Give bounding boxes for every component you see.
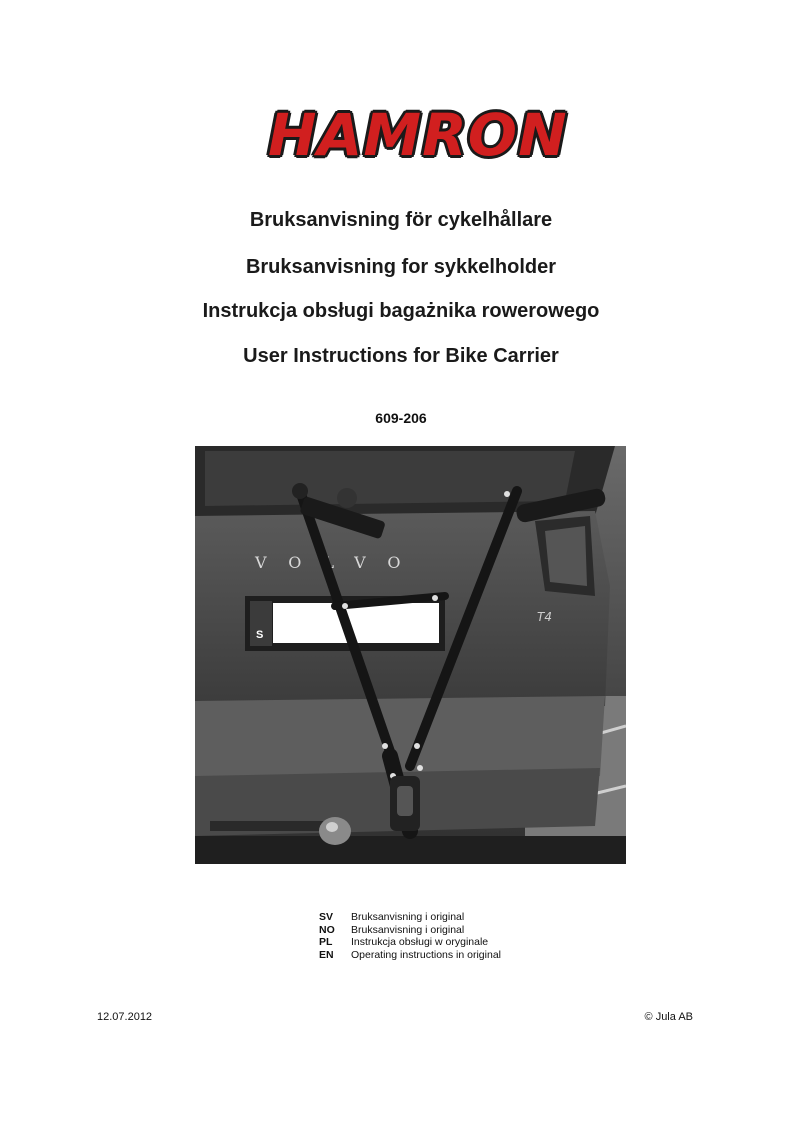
language-text: Operating instructions in original — [351, 948, 501, 961]
language-text: Instrukcja obsługi w oryginale — [351, 936, 489, 948]
language-text: Bruksanvisning i original — [351, 923, 465, 936]
bike-carrier-photo — [195, 446, 626, 864]
copyright-notice: © Jula AB — [644, 1011, 693, 1023]
title-polish: Instrukcja obsługi bagażnika rowerowego — [202, 300, 600, 322]
language-row-no — [319, 924, 501, 937]
product-code: 609-206 — [375, 410, 427, 426]
language-row-sv — [319, 911, 501, 924]
title-english: User Instructions for Bike Carrier — [243, 345, 559, 367]
document-date: 12.07.2012 — [97, 1011, 153, 1023]
language-code: SV — [319, 911, 334, 923]
language-list — [319, 911, 501, 961]
language-code: EN — [319, 948, 334, 961]
title-swedish: Bruksanvisning för cykelhållare — [249, 209, 553, 231]
language-text: Bruksanvisning i original — [351, 911, 465, 923]
language-row-pl — [319, 936, 501, 949]
title-norwegian: Bruksanvisning for sykkelholder — [245, 256, 557, 278]
language-code: PL — [319, 936, 333, 948]
hamron-logo — [268, 96, 568, 176]
language-code: NO — [319, 923, 335, 936]
plate-prefix: S — [256, 629, 264, 641]
volvo-badge: VOLVO — [255, 553, 423, 572]
product-photo — [195, 446, 626, 864]
logo-text: HAMRON — [268, 101, 568, 169]
language-row-en — [319, 949, 501, 962]
model-badge: T4 — [537, 610, 552, 624]
